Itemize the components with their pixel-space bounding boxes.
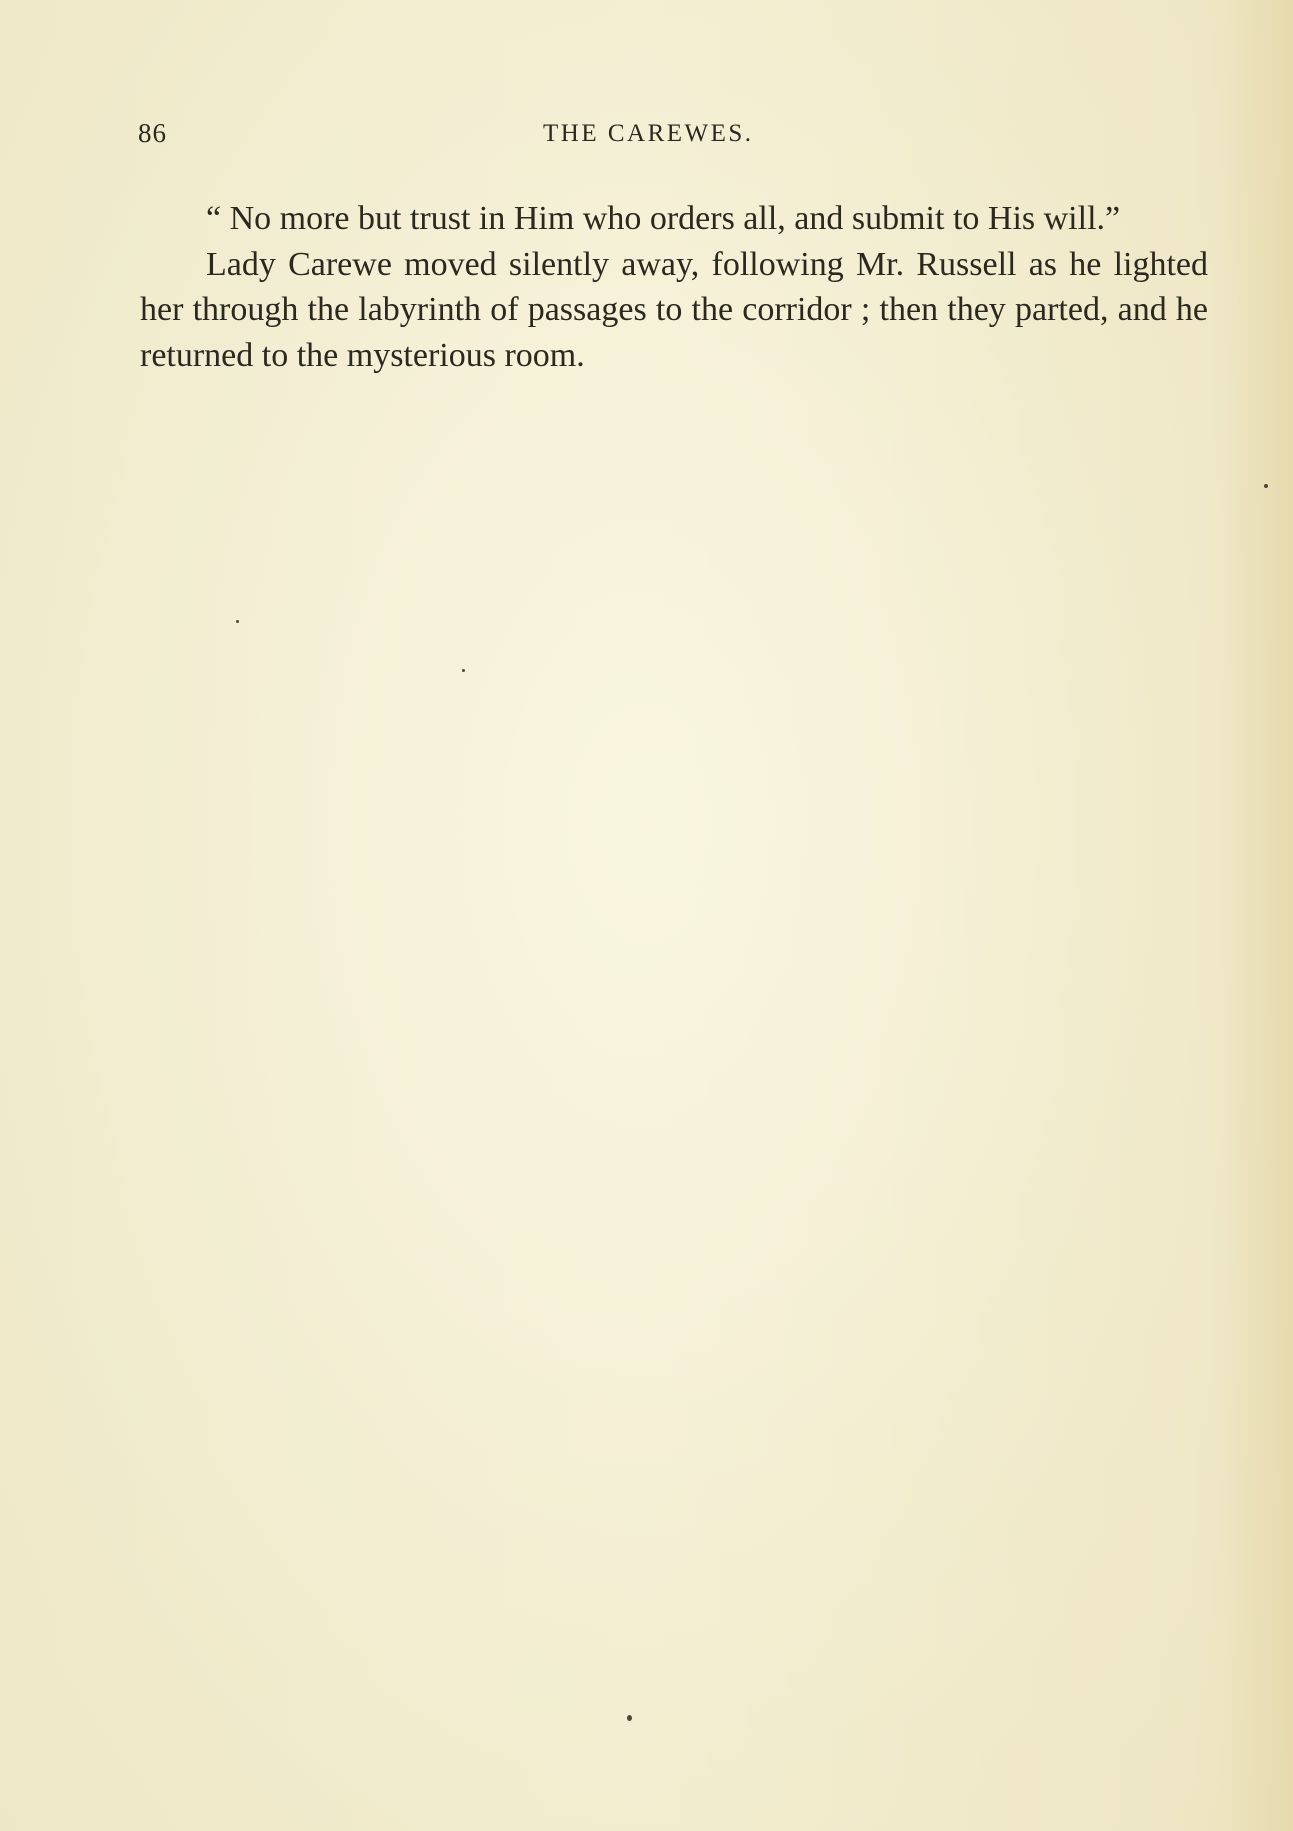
scan-speck bbox=[236, 620, 239, 623]
page-number: 86 bbox=[138, 118, 167, 148]
scan-speck bbox=[462, 669, 465, 672]
running-head bbox=[138, 118, 1218, 158]
page-edge-shading bbox=[1223, 0, 1293, 1831]
running-title: THE CAREWES. bbox=[543, 120, 754, 147]
paragraph: Lady Carewe moved silently away, following Mr. Russell as he lighted her through the labyrinth of passages to the corridor ; then they parted, and he returned to the mysterious room. bbox=[140, 245, 1208, 374]
scan-speck bbox=[1264, 484, 1268, 488]
scan-speck bbox=[627, 1715, 632, 1721]
body-text bbox=[140, 196, 1208, 378]
paragraph: “ No more but trust in Him who orders all, and submit to His will.” bbox=[206, 200, 1121, 237]
